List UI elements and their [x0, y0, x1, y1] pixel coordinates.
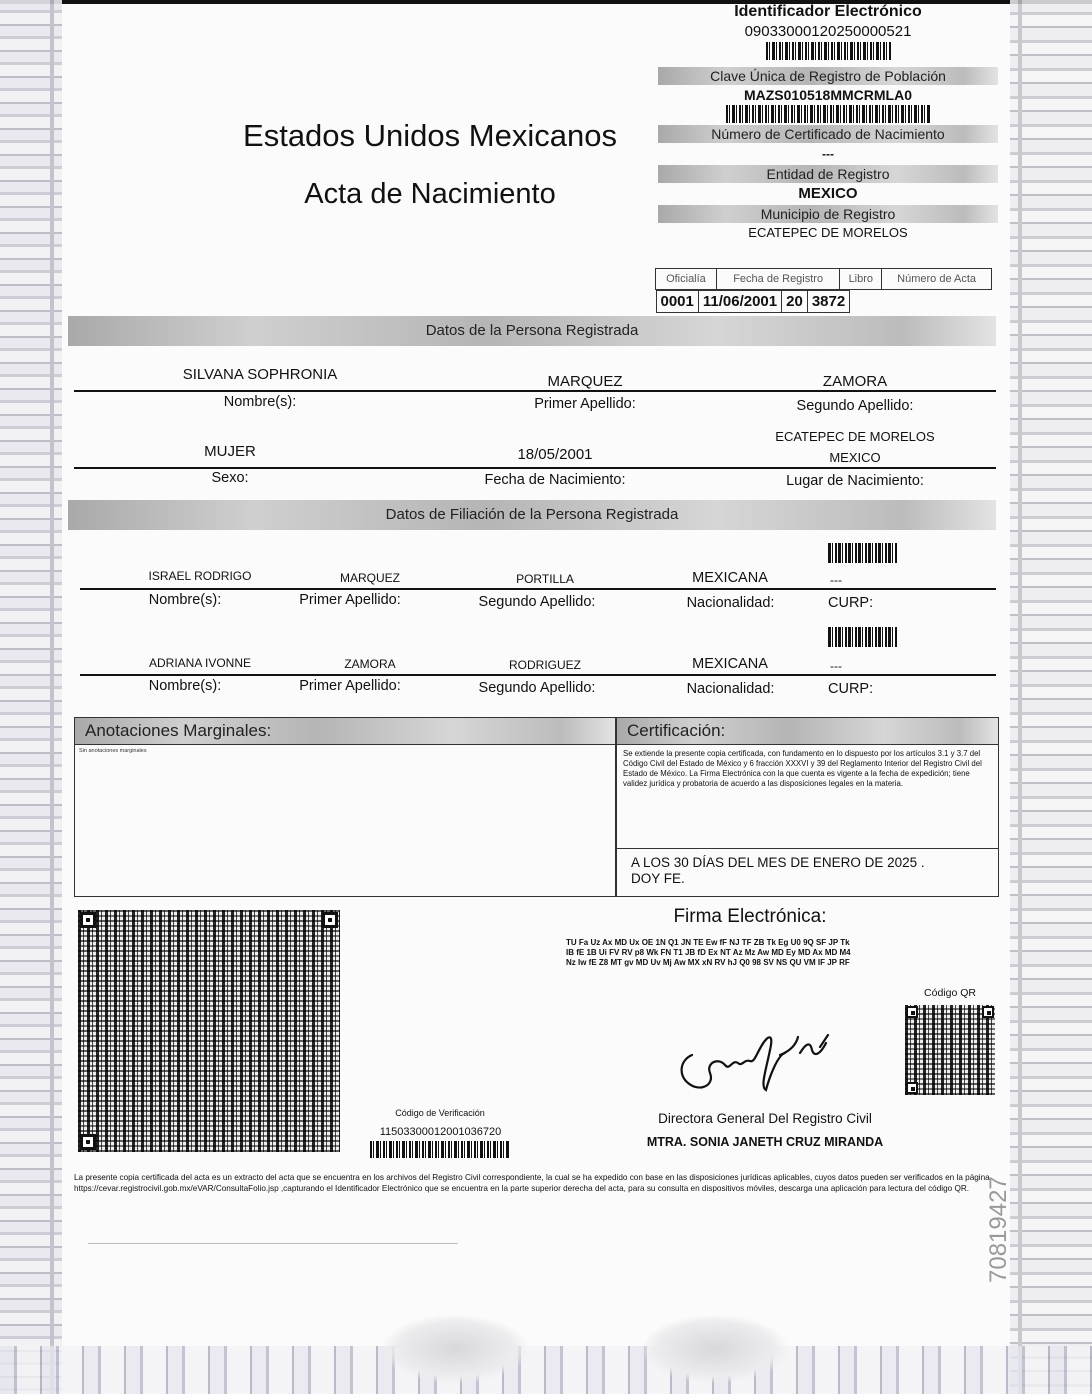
- verification-barcode: [370, 1141, 510, 1158]
- annotations-box: [74, 717, 616, 897]
- label-birth-date: Fecha de Nacimiento:: [484, 472, 626, 488]
- person-second-surname: ZAMORA: [822, 373, 888, 390]
- footer-legal-text: La presente copia certificada del acta es un extracto del acta que se encuentra en los archivos del Registro Civil correspondiente, la cual se ha expedido con base en las disposiciones jurídicas aplicables, cuyos datos pueden ser verificados en la página https://cevar.registrocivil.gob.mx/eVAR/ConsultaFolio.jsp ,capturando el Identificador Electrónico que se encuentra en la parte superior derecha del acta, para su consulta en dispositivos móviles, descarga una aplicación para lectura del código QR.: [74, 1173, 990, 1193]
- certification-date: [617, 849, 998, 887]
- header-fecha-registro: Fecha de Registro: [716, 269, 840, 290]
- annotations-title: Anotaciones Marginales:: [75, 718, 615, 745]
- qr-finder: [322, 912, 338, 928]
- entity-label: Entidad de Registro: [658, 165, 998, 183]
- header-oficialia: Oficialía: [656, 269, 717, 290]
- certification-box: [616, 717, 999, 897]
- annotations-text: Sin anotaciones marginales: [79, 748, 147, 754]
- value-numero-acta: 3872: [807, 291, 849, 313]
- label-birth-place: Lugar de Nacimiento:: [786, 473, 924, 489]
- qr-finder: [80, 912, 96, 928]
- label-names: Nombre(s):: [223, 394, 297, 410]
- electronic-signature-hash: [566, 938, 966, 968]
- qr-finder: [982, 1006, 994, 1018]
- identifier-block: [658, 0, 998, 243]
- municipality-value: ECATEPEC DE MORELOS: [748, 225, 908, 240]
- electronic-id: 09033000120250000521: [744, 23, 912, 40]
- electronic-id-barcode: [766, 42, 891, 60]
- parent2-curp: ---: [830, 659, 842, 673]
- verification-code: 11503300012001036720: [379, 1126, 502, 1138]
- section-registered-person: Datos de la Persona Registrada: [68, 316, 996, 346]
- parent2-first-surname: ZAMORA: [344, 657, 396, 671]
- parent1-curp: ---: [830, 573, 842, 587]
- header-numero-acta: Número de Acta: [882, 269, 992, 290]
- parent1-label-names: Nombre(s):: [148, 592, 222, 608]
- document-title: Acta de Nacimiento: [304, 178, 556, 210]
- parent2-nationality: MEXICANA: [692, 656, 768, 672]
- label-second-surname: Segundo Apellido:: [796, 398, 914, 414]
- verification-qr-code: [78, 910, 340, 1152]
- divider-line: [74, 467, 996, 469]
- value-libro: 20: [782, 291, 808, 313]
- person-sex: MUJER: [204, 443, 256, 460]
- qr-finder: [906, 1082, 918, 1094]
- serial-number: 70819427: [985, 1176, 1012, 1284]
- parent1-second-surname: PORTILLA: [516, 572, 574, 586]
- person-birth-date: 18/05/2001: [517, 446, 593, 463]
- person-first-surname: MARQUEZ: [547, 373, 623, 390]
- ornament-seal-right: [640, 1314, 790, 1384]
- parent1-names: ISRAEL RODRIGO: [148, 569, 252, 583]
- parent2-curp-barcode: [828, 627, 898, 647]
- parent1-curp-barcode: [828, 543, 898, 563]
- parent2-label-nationality: Nacionalidad:: [686, 681, 775, 697]
- verification-label: Código de Verificación: [395, 1108, 485, 1118]
- curp-label: Clave Única de Registro de Población: [658, 67, 998, 85]
- electronic-signature-title: Firma Electrónica:: [673, 906, 827, 927]
- birth-place-line1: ECATEPEC DE MORELOS: [775, 429, 935, 444]
- parent2-label-second-surname: Segundo Apellido:: [478, 680, 596, 696]
- footer-rule: [88, 1243, 458, 1244]
- divider-line: [80, 588, 996, 590]
- qr-label: Código QR: [924, 987, 976, 999]
- birth-place-line2: MEXICO: [829, 450, 881, 465]
- entity-value: MEXICO: [798, 185, 858, 202]
- small-qr-code: [905, 1005, 995, 1095]
- signature-hash-line: TU Fa Uz Ax MD Ux OE 1N Q1 JN TE Ew fF NJ TF ZB Tk Eg U0 9Q SF JP Tk: [566, 938, 850, 947]
- birth-certificate-label: Número de Certificado de Nacimiento: [658, 125, 998, 143]
- signature-hash-line: Nz Iw fE Z8 MT gv MD Uv Mj Aw MX xN RV hJ Q0 98 SV NS QU VM IF JP RF: [566, 958, 850, 967]
- curp-value: MAZS010518MMCRMLA0: [743, 87, 913, 103]
- parent1-label-curp: CURP:: [828, 595, 874, 611]
- country-title: Estados Unidos Mexicanos: [243, 118, 617, 153]
- decorative-border-left: [0, 0, 62, 1394]
- decorative-border-bottom: [0, 1346, 1092, 1394]
- registry-table: [655, 268, 992, 310]
- parent1-label-second-surname: Segundo Apellido:: [478, 594, 596, 610]
- label-sex: Sexo:: [211, 470, 249, 486]
- parent1-label-first-surname: Primer Apellido:: [299, 592, 401, 608]
- label-first-surname: Primer Apellido:: [534, 396, 636, 412]
- municipality-label: Municipio de Registro: [658, 205, 998, 223]
- qr-finder: [80, 1134, 96, 1150]
- certification-text: Se extiende la presente copia certificada, con fundamento en lo dispuesto por los artículos 3.1 y 3.7 del Código Civil del Estado de México y 6 fracción XXXVI y 39 del Reglamento Interior del Registro Civil del Estado de México. La Firma Electrónica con la que cuenta es vigente a la fecha de expedición; tiene validez jurídica y probatoria de acuerdo a las disposiciones legales en la materia.: [617, 745, 998, 849]
- parent1-first-surname: MARQUEZ: [340, 571, 400, 585]
- header-libro: Libro: [840, 269, 882, 290]
- divider-line: [80, 674, 996, 676]
- value-oficialia: 0001: [656, 291, 698, 313]
- parent2-label-curp: CURP:: [828, 681, 874, 697]
- certification-date-line1: A LOS 30 DÍAS DEL MES DE ENERO DE 2025 .: [631, 855, 925, 870]
- electronic-id-label: Identificador Electrónico: [734, 3, 922, 20]
- signatory-name: MTRA. SONIA JANETH CRUZ MIRANDA: [646, 1135, 884, 1149]
- qr-finder: [906, 1006, 918, 1018]
- parent2-second-surname: RODRIGUEZ: [509, 658, 581, 672]
- parent2-names: ADRIANA IVONNE: [148, 656, 252, 670]
- signature-hash-line: IB fE 1B Ui FV RV p8 Wk FN T1 JB fD Ex NT Az Mz Aw MD Ey MD Ax MD M4: [566, 948, 851, 957]
- parent1-label-nationality: Nacionalidad:: [686, 595, 775, 611]
- signatory-title: Directora General Del Registro Civil: [658, 1111, 872, 1126]
- parent1-nationality: MEXICANA: [692, 570, 768, 586]
- certification-title: Certificación:: [617, 718, 998, 745]
- birth-certificate-value: ---: [822, 147, 834, 161]
- value-fecha-registro: 11/06/2001: [698, 291, 781, 313]
- parent2-label-names: Nombre(s):: [148, 678, 222, 694]
- section-filiation: Datos de Filiación de la Persona Registrada: [68, 500, 996, 530]
- certification-date-line2: DOY FE.: [631, 871, 685, 886]
- divider-line: [74, 390, 996, 392]
- person-names: SILVANA SOPHRONIA: [182, 366, 338, 383]
- ornament-seal-left: [380, 1314, 530, 1384]
- handwritten-signature: [670, 1015, 850, 1100]
- parent2-label-first-surname: Primer Apellido:: [299, 678, 401, 694]
- curp-barcode: [726, 105, 931, 123]
